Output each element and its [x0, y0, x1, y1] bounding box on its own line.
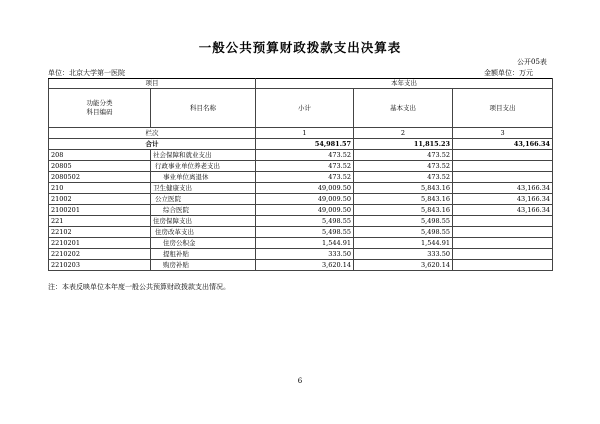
- amount-unit-label: 金额单位：万元: [484, 69, 533, 77]
- row-project: [453, 172, 553, 183]
- header-row-2: [49, 89, 553, 128]
- row-basic: 1,544.91: [354, 238, 453, 249]
- row-basic: 3,620.14: [354, 260, 453, 271]
- col-no-1: 1: [256, 128, 354, 139]
- header-subject-code: 科目编码: [86, 108, 113, 116]
- col-no-2: 2: [354, 128, 453, 139]
- row-subtotal: 49,009.50: [256, 205, 354, 216]
- table-row: [49, 249, 553, 260]
- header-current-year: 本年支出: [256, 79, 553, 89]
- row-code: 2210202: [49, 249, 151, 260]
- row-subtotal: 1,544.91: [256, 238, 354, 249]
- header-func-class: 功能分类: [86, 99, 113, 107]
- row-basic: 5,843.16: [354, 205, 453, 216]
- row-code: 2210201: [49, 238, 151, 249]
- row-basic: 473.52: [354, 172, 453, 183]
- row-basic: 5,843.16: [354, 194, 453, 205]
- table-row: [49, 238, 553, 249]
- row-project: [453, 249, 553, 260]
- row-name: 行政事业单位养老支出: [151, 161, 256, 172]
- row-subtotal: 473.52: [256, 172, 354, 183]
- table-row: [49, 194, 553, 205]
- row-basic: 473.52: [354, 150, 453, 161]
- footnote: 注：本表反映单位本年度一般公共预算财政拨款支出情况。: [48, 283, 230, 291]
- row-project: 43,166.34: [453, 194, 553, 205]
- row-project: [453, 227, 553, 238]
- total-subtotal: 54,981.57: [256, 139, 354, 150]
- page-title: 一般公共预算财政拨款支出决算表: [198, 40, 402, 55]
- row-subtotal: 473.52: [256, 161, 354, 172]
- row-subtotal: 473.52: [256, 150, 354, 161]
- table-row: [49, 216, 553, 227]
- row-subtotal: 333.50: [256, 249, 354, 260]
- page-number: 6: [297, 377, 303, 385]
- header-subtotal: 小计: [256, 89, 354, 128]
- row-name: 综合医院: [151, 205, 256, 216]
- row-subtotal: 5,498.55: [256, 216, 354, 227]
- row-basic: 473.52: [354, 161, 453, 172]
- table-row: [49, 161, 553, 172]
- row-code: 22102: [49, 227, 151, 238]
- table-row: [49, 150, 553, 161]
- table-row: [49, 205, 553, 216]
- row-no-label: 栏次: [49, 128, 256, 139]
- row-basic: 5,498.55: [354, 227, 453, 238]
- row-name: 事业单位离退休: [151, 172, 256, 183]
- row-project: [453, 238, 553, 249]
- row-name: 购房补贴: [151, 260, 256, 271]
- row-name: 住房公积金: [151, 238, 256, 249]
- row-subtotal: 3,620.14: [256, 260, 354, 271]
- table-row: [49, 260, 553, 271]
- row-name: 住房改革支出: [151, 227, 256, 238]
- row-subtotal: 49,009.50: [256, 194, 354, 205]
- row-name: 社会保障和就业支出: [151, 150, 256, 161]
- row-code: 2100201: [49, 205, 151, 216]
- row-code: 210: [49, 183, 151, 194]
- total-label: 合计: [49, 139, 256, 150]
- column-number-row: [49, 128, 553, 139]
- unit-label: 单位：北京大学第一医院: [48, 69, 125, 77]
- row-name: 公立医院: [151, 194, 256, 205]
- row-code: 221: [49, 216, 151, 227]
- row-subtotal: 49,009.50: [256, 183, 354, 194]
- total-project: 43,166.34: [453, 139, 553, 150]
- row-project: [453, 150, 553, 161]
- row-code: 2080502: [49, 172, 151, 183]
- row-code: 21002: [49, 194, 151, 205]
- total-basic: 11,815.23: [354, 139, 453, 150]
- header-func-class-cell: [49, 89, 151, 128]
- row-subtotal: 5,498.55: [256, 227, 354, 238]
- row-code: 20805: [49, 161, 151, 172]
- row-name: 提租补贴: [151, 249, 256, 260]
- header-row-1: [49, 79, 553, 89]
- row-name: 卫生健康支出: [151, 183, 256, 194]
- header-subject-name: 科目名称: [151, 89, 256, 128]
- row-project: [453, 161, 553, 172]
- table-row: [49, 172, 553, 183]
- table-row: [49, 183, 553, 194]
- header-basic: 基本支出: [354, 89, 453, 128]
- row-basic: 333.50: [354, 249, 453, 260]
- form-code: 公开05表: [517, 58, 547, 66]
- header-project: 项目支出: [453, 89, 553, 128]
- row-project: [453, 260, 553, 271]
- row-basic: 5,498.55: [354, 216, 453, 227]
- row-project: 43,166.34: [453, 205, 553, 216]
- col-no-3: 3: [453, 128, 553, 139]
- row-project: 43,166.34: [453, 183, 553, 194]
- expenditure-table: [48, 78, 553, 271]
- total-row: [49, 139, 553, 150]
- table-row: [49, 227, 553, 238]
- row-basic: 5,843.16: [354, 183, 453, 194]
- header-item: 项目: [49, 79, 256, 89]
- row-project: [453, 216, 553, 227]
- row-code: 2210203: [49, 260, 151, 271]
- row-name: 住房保障支出: [151, 216, 256, 227]
- row-code: 208: [49, 150, 151, 161]
